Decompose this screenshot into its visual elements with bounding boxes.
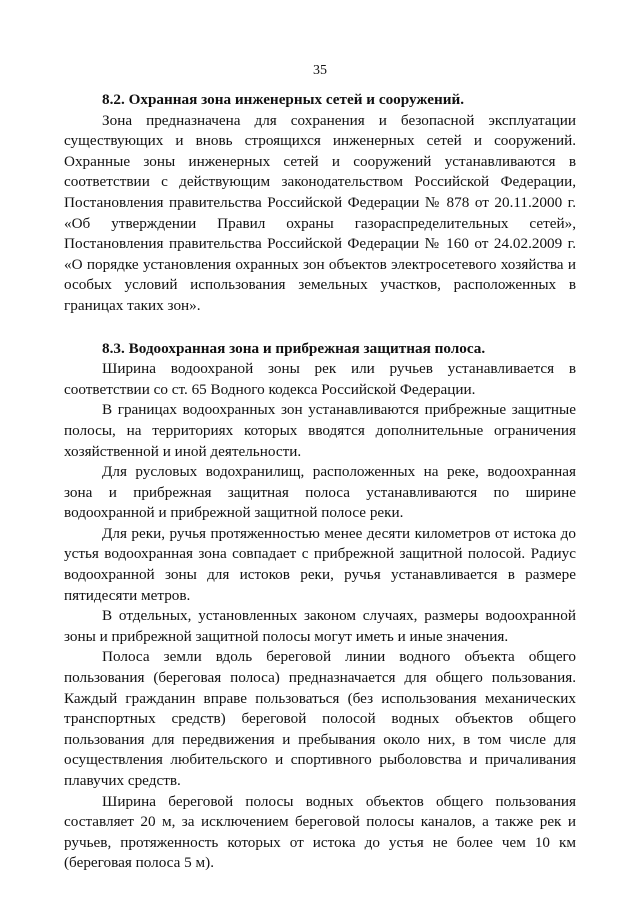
paragraph: В границах водоохранных зон устанавливаются прибрежные защитные полосы, на территориях которых вводятся дополнительные ограничения хозяйственной и иной деятельности. (64, 401, 576, 460)
paragraph: В отдельных, установленных законом случаях, размеры водоохранной зоны и прибрежной защитной полосы могут иметь и иные значения. (64, 607, 576, 645)
paragraph: Для реки, ручья протяженностью менее десяти километров от истока до устья водоохранная зона совпадает с прибрежной защитной полосой. Радиус водоохранной зоны для истоков реки, ручья устанавливается в размере пятидесяти метров. (64, 524, 576, 604)
paragraph: Ширина береговой полосы водных объектов общего пользования составляет 20 м, за исключением береговой полосы каналов, а также рек и ручьев, протяженность которых от истока до устья не более чем 10 км (береговая полоса 5 м). (64, 792, 576, 872)
paragraph: Зона предназначена для сохранения и безопасной эксплуатации существующих и вновь строящихся инженерных сетей и сооружений. Охранные зоны инженерных сетей и сооружений устанавливаются в соответствии с действующим законодательством Российской Федерации, Постановления правительства Российской Федерации № 878 от 20.11.2000 г. «Об утверждении Правил охраны газораспределительных сетей», Постановления правительства Российской Федерации № 160 от 24.02.2009 г. «О порядке установления охранных зон объектов электросетевого хозяйства и особых условий использования земельных участков, расположенных в границах таких зон». (64, 111, 576, 314)
page-number: 35 (313, 63, 327, 78)
document-body (64, 90, 576, 874)
paragraph: Полоса земли вдоль береговой линии водного объекта общего пользования (береговая полоса) предназначается для общего пользования. Каждый гражданин вправе пользоваться (без использования механических транспортных средств) береговой полосой водных объектов общего пользования для передвижения и пребывания около них, в том числе для осуществления любительского и спортивного рыболовства и причаливания плавучих средств. (64, 648, 576, 789)
paragraph: Для русловых водохранилищ, расположенных на реке, водоохранная зона и прибрежная защитная полоса устанавливаются по ширине водоохранной и прибрежной защитной полосе реки. (64, 463, 576, 522)
section-gap (64, 317, 576, 339)
section-engineering-networks (64, 90, 576, 317)
section-heading: 8.3. Водоохранная зона и прибрежная защитная полоса. (102, 339, 486, 357)
section-water-protection (64, 339, 576, 874)
paragraph: Ширина водоохраной зоны рек или ручьев устанавливается в соответствии со ст. 65 Водного кодекса Российской Федерации. (64, 360, 576, 398)
section-heading: 8.2. Охранная зона инженерных сетей и сооружений. (102, 91, 465, 108)
